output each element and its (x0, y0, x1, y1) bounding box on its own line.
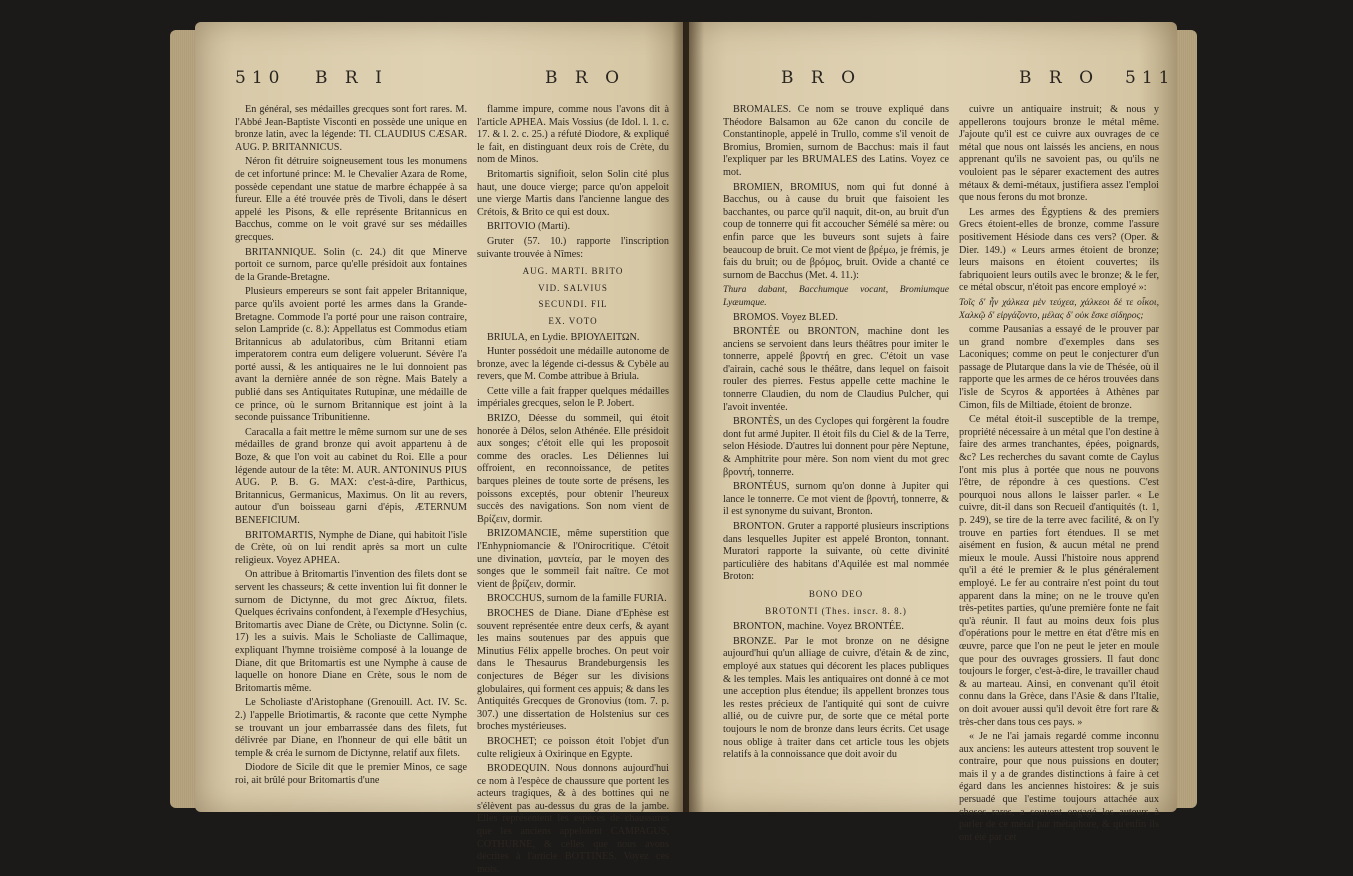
right-page-header (689, 68, 1177, 94)
paragraph: « Je ne l'ai jamais regardé comme inconnu aux anciens: les auteurs attestent trop souvent le contraire, pour que nous puissions en douter; mais il y a de grandes distinctions à faire à cet égard dans les anciennes histoires: & je suis persuadé que l'estime toujours attachée aux choses rares, a souvent engagé les auteurs à parler de ce métal par métaphore, & qu'enfin ils ont été par cet (959, 731, 1159, 843)
paragraph: Les armes des Égyptiens & des premiers Grecs étoient-elles de bronze, comme l'assure positivement Hésiode dans ces vers? (Oper. & Dier. 149.) « Leurs armes étoient de bronze; leurs maisons en étoient couvertes; ils fabriquoient leurs outils avec le bronze; & le fer, ce métal obscur, n'étoit pas encore employé »: (959, 206, 1159, 294)
paragraph: BROCHET; ce poisson étoit l'objet d'un culte religieux à Oxirinque en Egypte. (477, 735, 669, 760)
paragraph: cuivre un antiquaire instruit; & nous y appellerons toujours bronze le métal même. J'ajoute qu'il est ce cuivre aux ouvrages de ce métal que nous ont laissés les anciens, en nous apprenant qu'ils ne savoient pas, ou qu'ils ne vouloient pas le séparer exactement des autres métaux & demi-métaux, justifiera assez l'emploi que nous ferons du mot bronze. (959, 104, 1159, 204)
inscription-line: SECUNDI. FIL (538, 299, 608, 310)
running-head-right: B R O (545, 68, 626, 88)
inscription-line: EX. VOTO (548, 315, 598, 326)
inscription-line: BONO DEO (808, 588, 864, 599)
paragraph: BRONTÉE ou BRONTON, machine dont les anciens se servoient dans leurs théâtres pour imiter le tonnerre, appelé βροντή en grec. C'étoit un vase d'airain, caché sous le théâtre, dans lequel on faisoit rouler des pierres. Festus appelle cette machine le tonnerre Claudien, du nom de Claudius Pulcher, qui l'avoit inventée. (723, 326, 949, 413)
right-page-column-1 (723, 104, 949, 804)
paragraph: Néron fit détruire soigneusement tous les monumens de cet infortuné prince: M. le Chevalier Azara de Rome, possède cependant une statue de marbre échappée à sa fureur. Elle a été trouvée près de Tivoli, dans le désert appelé les Pisons, & elle représente Britannicus en Bacchus, comme on le voit gravé sur ses médailles grecques. (235, 156, 467, 243)
entry-heading: BRIULA, en Lydie. ΒΡΙΟΥΛΕΙΤΩΝ. (487, 331, 640, 343)
paragraph: Caracalla a fait mettre le même surnom sur une de ses médailles de grand bronze qui avoit appartenu à de Boze, & que l'on voit au cabinet du Roi. Elle a pour légende autour de la tête: M. AUR. ANTONINUS PIUS AUG. P. B. G. MAX: c'est-à-dire, Parthicus, Britannicus, Germanicus, Maximus. On lit au revers, autour d'un boisseau garni d'épis, ÆTERNUM BENEFICIUM. (235, 426, 467, 526)
left-page-header (195, 68, 683, 94)
paragraph: Ce métal étoit-il susceptible de la trempe, propriété nécessaire à un métal que l'on destine à faire des armes tranchantes, épées, poignards, &c? Les recherches du savant comte de Caylus l'ont mis plus à portée que nous ne pouvons l'être, de répondre à ces questions. C'est pourquoi nous allons le laisser parler. « Le cuivre, dit-il dans son Recueil d'antiquités (t. 1, p. 249), se tire de la terre avec facilité, & on l'y trouve en parties fort étendues. Il se met aisément en fusion, & aucun métal ne prend mieux le moule. Aussi l'histoire nous apprend qu'il a été le premier & le plus généralement employé. Le fer au contraire n'est point du tout apparent dans la mine; on ne le trouve qu'en très-petites parties, qu'une première fonte ne fait qu'à réunir. Il faut au moins deux fois plus d'opérations pour le mettre en état d'être mis en œuvre, parce que l'on ne peut le jeter en moule que pour des ouvrages grossiers. Il faut donc toujours le forger, c'est-à-dire, le travailler chaud & au marteau. Ainsi, en convenant qu'il étoit connu dans la Grèce, dans l'Asie & dans l'Italie, on doit avouer aussi qu'il devoit être fort rare & très-cher dans tous ces pays. » (959, 414, 1159, 728)
paragraph: Plusieurs empereurs se sont fait appeler Britannique, parce qu'ils avoient porté les armes dans la Grande-Bretagne. Commode l'a porté pour une raison contraire, selon Lampride (c. 8.): Appellatus est Commodus etiam Britannicus ab adulatoribus, cùm Britanni etiam imperatorem contra eum deligere voluerunt. Sévère l'a porté aussi, & les antiquaires ne le lui donnoient pas avant la dernière année de son règne. Mais Bately a publié dans ses Antiquitates Rutupinæ, une médaille de ce prince, où le surnom Britannique est joint à la seconde puissance Tribunitienne. (235, 286, 467, 424)
paragraph: Cette ville a fait frapper quelques médailles impériales grecques, selon le P. Jobert. (477, 385, 669, 410)
entry-heading: BRITOVIO (Marti). (487, 221, 570, 233)
paragraph: BRIZOMANCIE, même superstition que l'Enhypniomancie & l'Onirocritique. C'étoit une divination, μαντεία, par le moyen des songes que le sommeil fait naître. Ce mot vient de βρίζειν, dormir. (477, 528, 669, 590)
paragraph: BROMALES. Ce nom se trouve expliqué dans Théodore Balsamon au 62e canon du concile de Constantinople, appelé in Trullo, comme s'il venoit de Bromius, Bromien, surnom de Bacchus: mais il faut l'expliquer par les BRUMALES des Latins. Voyez ce mot. (723, 104, 949, 178)
paragraph: flamme impure, comme nous l'avons dit à l'article APHEA. Mais Vossius (de Idol. l. 1. c. 17. & l. 2. c. 25.) a réfuté Diodore, & expliqué le fait, en distinguant deux rois de Crète, du nom de Minos. (477, 104, 669, 166)
left-page-edges (170, 30, 198, 808)
paragraph: BRITOMARTIS, Nymphe de Diane, qui habitoit l'isle de Crète, où on lui rendit après sa mort un culte religieux. Voyez APHEA. (235, 529, 467, 566)
paragraph: BROMOS. Voyez BLED. (733, 311, 838, 323)
paragraph: BRONTON. Gruter a rapporté plusieurs inscriptions dans lesquelles Jupiter est appelé Bronton, tonnant. Muratori rapporte la suivante, où cette divinité particulière des habitans d'Aquilée est mal nommée Broton: (723, 521, 949, 583)
running-head-right: B R O (1019, 68, 1100, 88)
page-number: 510 (235, 68, 286, 88)
right-page (689, 22, 1177, 843)
paragraph: Diodore de Sicile dit que le premier Minos, ce sage roi, ait brûlé pour Britomartis d'une (235, 762, 467, 786)
paragraph: Le Scholiaste d'Aristophane (Grenouill. Act. IV. Sc. 2.) l'appelle Briotimartis, & raconte que cette Nymphe se trouvant un jour embarrassée dans des filets, fut délivrée par Diane, en l'honneur de qui elle bâtit un temple & créa le surnom de Dictynne, relatif aux filets. (235, 697, 467, 759)
book-gutter (672, 22, 704, 812)
paragraph: BRITANNIQUE. Solin (c. 24.) dit que Minerve portoit ce surnom, parce qu'elle présidoit aux fontaines de la Grande-Bretagne. (235, 246, 467, 283)
running-head-left: B R I (315, 68, 388, 88)
paragraph: BRIZO, Déesse du sommeil, qui étoit honorée à Délos, selon Athénée. Elle présidoit aux songes; c'étoit elle qui les proposoit comme des oracles. Les Déliennes lui offroient, en reconnoissance, de petites barques pleines de toute sorte de présens, les poissons exceptés, pour obtenir l'heureux succès des navigations. Son nom vient de Βρίζειν, dormir. (477, 413, 669, 525)
paragraph: BRONTÈS, un des Cyclopes qui forgèrent la foudre dont fut armé Jupiter. Il étoit fils du Ciel & de la Terre, selon Hésiode. D'autres lui donnent pour père Neptune, & Amphitrite pour mère. Son nom vient du mot grec βροντή, tonnerre. (723, 416, 949, 478)
inscription-line: VID. SALVIUS (538, 282, 608, 293)
running-head-left: B R O (781, 68, 862, 88)
paragraph: BROMIEN, BROMIUS, nom qui fut donné à Bacchus, ou à cause du bruit que faisoient les bacchantes, ou parce qu'il naquit, dit-on, au bruit d'un coup de tonnerre qui fit accoucher Sémélé sa mère: ou enfin parce que les buveurs sont sujets à faire beaucoup de bruit. Ce mot vient de βρέμω, je frémis, je fais du bruit; ou de βρόμος, bruit. Ovide a chanté ce surnom de Bacchus (Met. 4. 11.): (723, 181, 949, 281)
paragraph: Gruter (57. 10.) rapporte l'inscription suivante trouvée à Nîmes: (477, 235, 669, 260)
inscription-line: AUG. MARTI. BRITO (522, 266, 624, 277)
paragraph: BROCCHUS, surnom de la famille FURIA. (487, 593, 667, 605)
paragraph: comme Pausanias a essayé de le prouver par un grand nombre d'exemples dans ses Laconiques; comme on peut le conjecturer d'un passage de Plutarque dans la vie de Thésée, où il rapporte que les armes de ce héros trouvées dans l'isle de Scyros & apportées à Athènes par Cimon, fils de Miltiade, étoient de bronze. (959, 324, 1159, 411)
verse-quote: Thura dabant, Bacchumque vocant, Bromiumque Lyæumque. (723, 284, 949, 308)
inscription-line: BROTONTI (Thes. inscr. 8. 8.) (765, 605, 907, 616)
left-page-column-1 (235, 104, 467, 804)
right-page-column-2 (959, 104, 1159, 843)
paragraph: BRONZE. Par le mot bronze on ne désigne aujourd'hui qu'un alliage de cuivre, d'étain & de zinc, employé aux statues qui décorent les places publiques & les temples. Mais les antiquaires ont donné à ce mot une acception plus étendue; ils appellent bronzes tous les restes précieux de l'antiquité qui sont de cuivre allié, ou de cuivre pur, de sorte que ce métal porte toujours le nom de bronze dans leurs écrits. Cet usage nous oblige à traiter dans cet article tous les objets relatifs à la connoissance que doit avoir du (723, 635, 949, 761)
page-number: 511 (1125, 68, 1176, 88)
paragraph: BRODEQUIN. Nous donnons aujourd'hui ce nom à l'espèce de chaussure que portent les acteurs tragiques, & à des bottines qui ne s'élèvent pas au-dessus du gras de la jambe. Elles représentent les espèces de chaussures que les anciens appeloient CAMPAGUS, COTHURNE, & celles que nous avons décrites à l'article BOTTINES. Voyez ces mots. (477, 763, 669, 875)
left-page (195, 22, 683, 875)
paragraph: BRONTÉUS, surnom qu'on donne à Jupiter qui lance le tonnerre. Ce mot vient de βροντή, tonnerre, & il est synonyme du suivant, Bronton. (723, 481, 949, 518)
greek-verse: Τοῖς δ' ἦν χάλκεα μὲν τεύχεα, χάλκεοι δέ τε οἶκοι, Χαλκῷ δ' εἰργάζοντο, μέλας δ' οὐκ ἔσκε σίδηρος; (959, 296, 1159, 321)
paragraph: Hunter possédoit une médaille autonome de bronze, avec la légende ci-dessus & Cybèle au revers, que M. Combe attribue à Briula. (477, 346, 669, 383)
paragraph: BRONTON, machine. Voyez BRONTÉE. (733, 621, 904, 633)
paragraph: On attribue à Britomartis l'invention des filets dont se servent les chasseurs; & cette invention lui fit donner le surnom de Dictynne, du mot grec Δίκτυα, filets. Quelques écrivains confondent, à l'exemple d'Hesychius, Britomartis avec Diane de Crète, ou Dictynne. Solin (c. 17) les a suivis. Mais le Scholiaste de Callimaque, expliquant l'hymne troisième composé à la louange de Diane, dit que Britomartis est une Nymphe à cause de laquelle on honore Diane en Crète, sous le nom de Britomartis même. (235, 569, 467, 694)
right-page-edges (1175, 30, 1197, 808)
paragraph: En général, ses médailles grecques sont fort rares. M. l'Abbé Jean-Baptiste Visconti en possède une unique en bronze latin, avec la légende: TI. CLAUDIUS CÆSAR. AUG. P. BRITANNICUS. (235, 104, 467, 153)
left-page-column-2 (477, 104, 669, 875)
paragraph: Britomartis signifioit, selon Solin cité plus haut, une douce vierge; parce qu'on appeloit une vierge Martis dans l'ancienne langue des Crétois, & Brito ce qui est doux. (477, 168, 669, 218)
paragraph: BROCHES de Diane. Diane d'Ephèse est souvent représentée entre deux cerfs, & ayant les mains soutenues par des appuis que Minutius Félix appelle broches. On peut voir dans le Thesaurus Brandeburgensis les conjectures de Béger sur les divisions globulaires, qui forment ces appuis; & dans les Antiquités Grecques de Gronovius (tom. 7. p. 307.) une dissertation de Holstenius sur ces broches mystérieuses. (477, 607, 669, 733)
